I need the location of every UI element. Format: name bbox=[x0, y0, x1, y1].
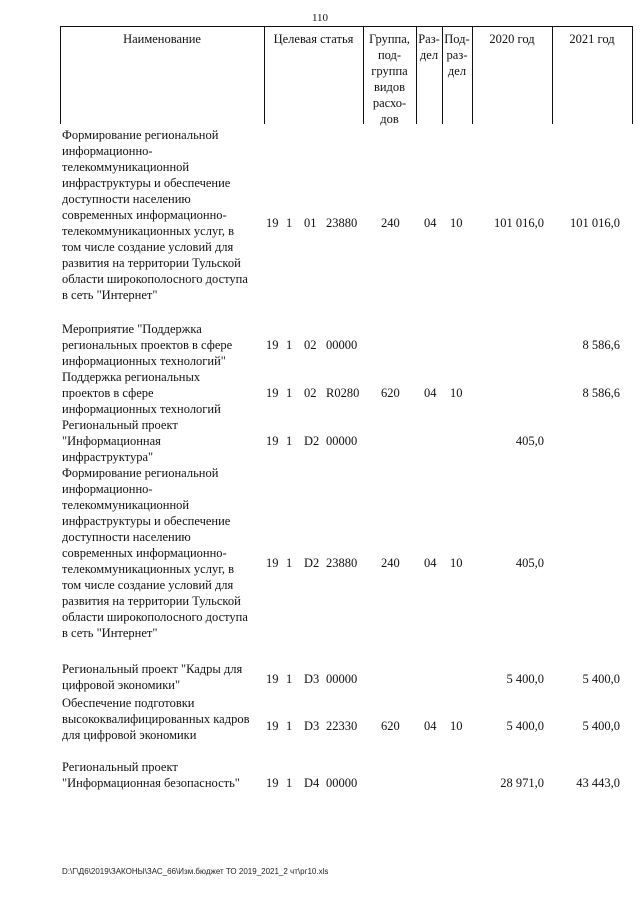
event-code: 02 bbox=[304, 386, 317, 400]
amount-2021: 101 016,0 bbox=[570, 216, 620, 230]
expense-group-code: 620 bbox=[381, 719, 400, 733]
event-code: D2 bbox=[304, 434, 320, 448]
subprogram-code: 1 bbox=[286, 434, 293, 448]
program-code: 19 bbox=[266, 672, 279, 686]
subprogram-code: 1 bbox=[286, 386, 293, 400]
subprogram-code: 1 bbox=[286, 216, 293, 230]
header-section: Раз- дел bbox=[418, 32, 440, 62]
event-code: D3 bbox=[304, 672, 320, 686]
subprogram-code: 1 bbox=[286, 338, 293, 352]
header-subsection: Под- раз- дел bbox=[444, 32, 470, 78]
expense-group-code: 240 bbox=[381, 216, 400, 230]
program-code: 19 bbox=[266, 719, 279, 733]
section-code: 04 bbox=[424, 216, 437, 230]
event-code: D2 bbox=[304, 556, 320, 570]
header-expense-group: Группа, под- группа видов расхо- дов bbox=[369, 32, 410, 126]
direction-code: 23880 bbox=[326, 556, 358, 570]
amount-2020: 28 971,0 bbox=[500, 776, 544, 790]
direction-code: R0280 bbox=[326, 386, 360, 400]
amount-2020: 405,0 bbox=[515, 556, 544, 570]
amount-2021: 43 443,0 bbox=[576, 776, 620, 790]
event-code: D3 bbox=[304, 719, 320, 733]
header-top-border bbox=[60, 26, 633, 27]
subprogram-code: 1 bbox=[286, 556, 293, 570]
program-code: 19 bbox=[266, 338, 279, 352]
amount-2020: 101 016,0 bbox=[494, 216, 544, 230]
subsection-code: 10 bbox=[450, 719, 463, 733]
amount-2020: 5 400,0 bbox=[506, 719, 544, 733]
subprogram-code: 1 bbox=[286, 719, 293, 733]
subprogram-code: 1 bbox=[286, 672, 293, 686]
program-code: 19 bbox=[266, 434, 279, 448]
direction-code: 00000 bbox=[326, 776, 358, 790]
table-header bbox=[60, 26, 633, 124]
expense-group-code: 620 bbox=[381, 386, 400, 400]
direction-code: 00000 bbox=[326, 338, 358, 352]
row-name: Региональный проект "Информационная инфраструктура" bbox=[62, 418, 178, 464]
event-code: 01 bbox=[304, 216, 317, 230]
row-name: Региональный проект "Кадры для цифровой экономики" bbox=[62, 662, 243, 692]
header-year-2021: 2021 год bbox=[569, 32, 615, 46]
header-name: Наименование bbox=[123, 32, 201, 46]
program-code: 19 bbox=[266, 556, 279, 570]
expense-group-code: 240 bbox=[381, 556, 400, 570]
event-code: D4 bbox=[304, 776, 320, 790]
direction-code: 22330 bbox=[326, 719, 358, 733]
direction-code: 00000 bbox=[326, 434, 358, 448]
header-target-article: Целевая статья bbox=[273, 32, 354, 46]
row-name: Формирование региональной информационно- телекоммуникационной инфраструктуры и обеспечение доступности населению современных информационно- телекоммуникационных услуг, в том числе создание условий для развития на территории Тульской области широкополосного доступа в сеть "Интернет" bbox=[62, 128, 248, 302]
program-code: 19 bbox=[266, 776, 279, 790]
header-divider bbox=[632, 26, 633, 124]
amount-2020: 5 400,0 bbox=[506, 672, 544, 686]
amount-2021: 8 586,6 bbox=[582, 386, 620, 400]
program-code: 19 bbox=[266, 386, 279, 400]
amount-2021: 5 400,0 bbox=[582, 719, 620, 733]
row-name: Формирование региональной информационно- телекоммуникационной инфраструктуры и обеспечение доступности населению современных информационно- телекоммуникационных услуг, в том числе создание условий для развития на территории Тульской области широкополосного доступа в сеть "Интернет" bbox=[62, 466, 248, 640]
amount-2021: 8 586,6 bbox=[582, 338, 620, 352]
section-code: 04 bbox=[424, 556, 437, 570]
subsection-code: 10 bbox=[450, 216, 463, 230]
row-name: Поддержка региональных проектов в сфере информационных технологий bbox=[62, 370, 221, 416]
program-code: 19 bbox=[266, 216, 279, 230]
page-number: 110 bbox=[311, 12, 329, 24]
row-name: Мероприятие "Поддержка региональных проектов в сфере информационных технологий" bbox=[62, 322, 233, 368]
event-code: 02 bbox=[304, 338, 317, 352]
amount-2020: 405,0 bbox=[515, 434, 544, 448]
direction-code: 00000 bbox=[326, 672, 358, 686]
subsection-code: 10 bbox=[450, 386, 463, 400]
subprogram-code: 1 bbox=[286, 776, 293, 790]
row-name: Обеспечение подготовки высококвалифицированных кадров для цифровой экономики bbox=[62, 696, 250, 742]
direction-code: 23880 bbox=[326, 216, 358, 230]
amount-2021: 5 400,0 bbox=[582, 672, 620, 686]
section-code: 04 bbox=[424, 386, 437, 400]
row-name: Региональный проект "Информационная безопасность" bbox=[62, 760, 240, 790]
subsection-code: 10 bbox=[450, 556, 463, 570]
file-path-footer: D:\Г\Д6\2019\ЗАКОНЫ\ЗАС_66\Изм.бюджет ТО 2019_2021_2 чт\рг10.xls bbox=[62, 867, 329, 876]
header-year-2020: 2020 год bbox=[489, 32, 535, 46]
section-code: 04 bbox=[424, 719, 437, 733]
